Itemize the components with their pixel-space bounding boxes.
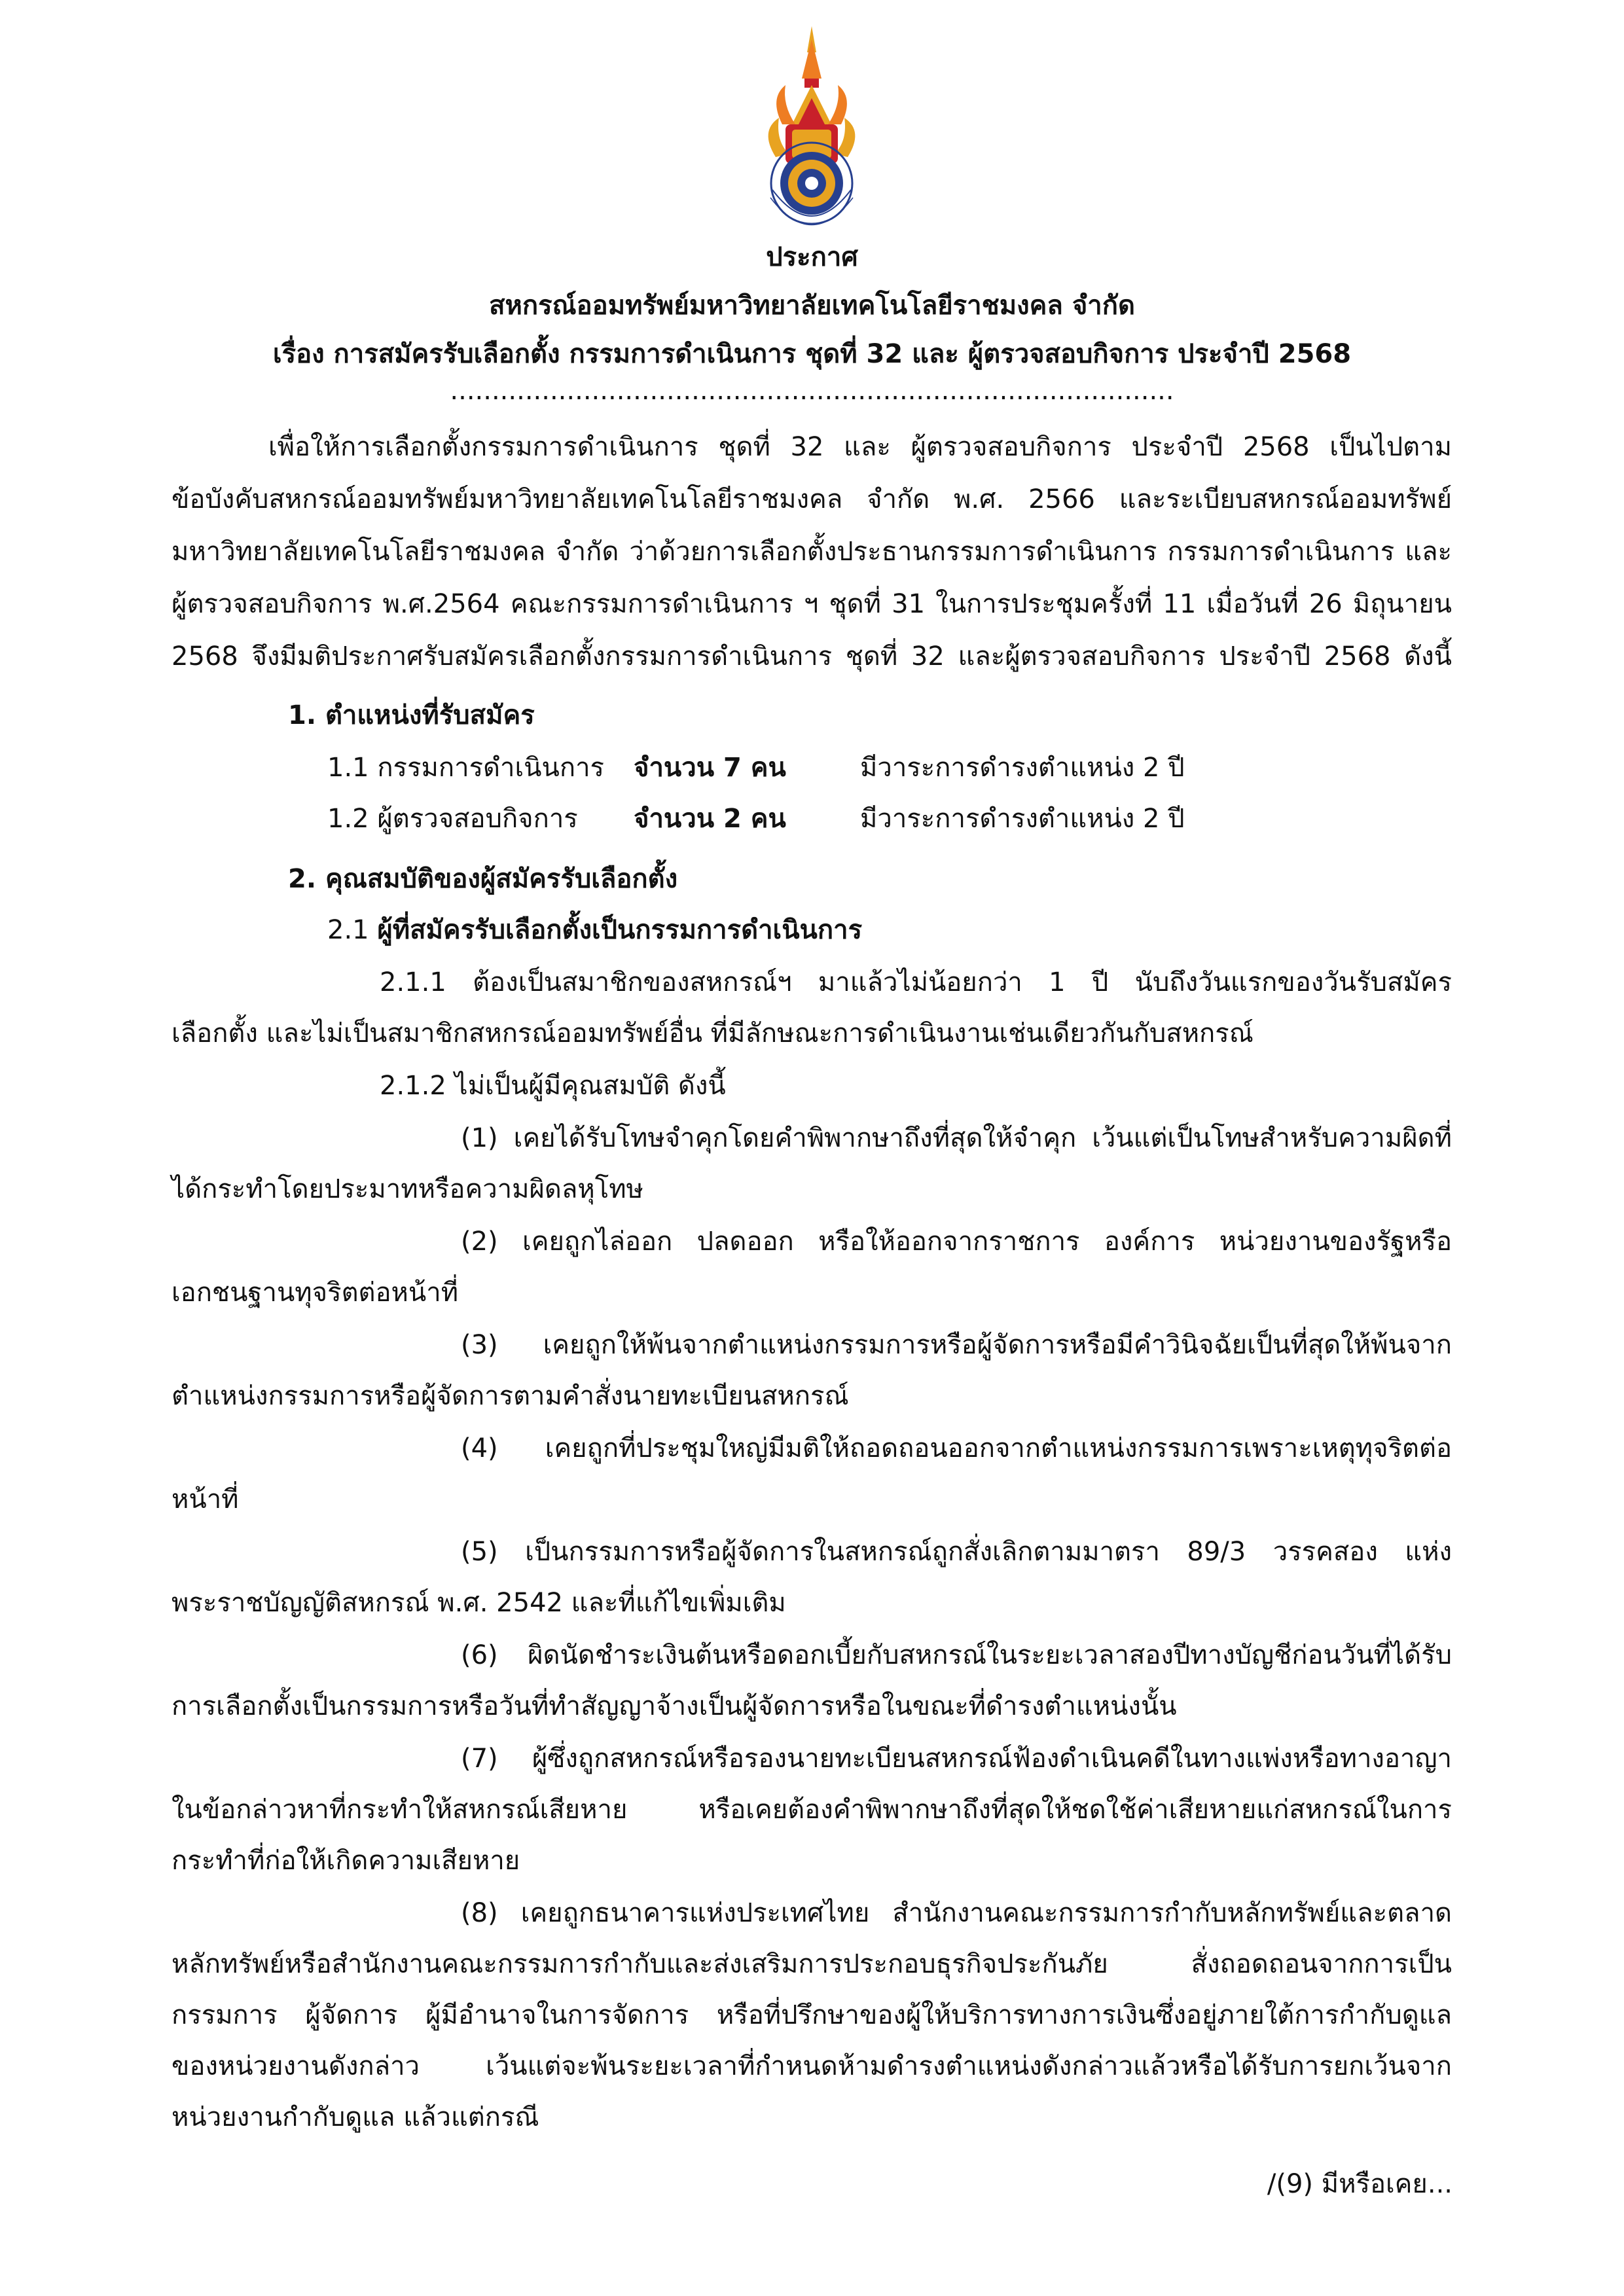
position-2-count: จำนวน 2 คน	[634, 804, 786, 834]
clause-line: (5) เป็นกรรมการหรือผู้จัดการในสหกรณ์ถูกสั่งเลิกตามมาตรา 89/3 วรรคสอง แห่ง	[461, 1537, 1452, 1567]
position-2-term: มีวาระการดำรงตำแหน่ง 2 ปี	[860, 804, 1185, 834]
announcement-subject: เรื่อง การสมัครรับเลือกตั้ง กรรมการดำเนินการ ชุดที่ 32 และ ผู้ตรวจสอบกิจการ ประจำปี 2568	[272, 339, 1352, 369]
organization-name: สหกรณ์ออมทรัพย์มหาวิทยาลัยเทคโนโลยีราชมงคล จำกัด	[489, 291, 1135, 321]
header-divider: .......................................................................................	[450, 376, 1174, 406]
sub-heading-2-1	[327, 914, 862, 946]
intro-line: เพื่อให้การเลือกตั้งกรรมการดำเนินการ ชุดที่ 32 และ ผู้ตรวจสอบกิจการ ประจำปี 2568 เป็นไปตาม	[268, 432, 1452, 462]
position-1-count: จำนวน 7 คน	[634, 753, 786, 783]
sub-heading-text: ผู้ที่สมัครรับเลือกตั้งเป็นกรรมการดำเนินการ	[377, 915, 863, 945]
section-2-heading: 2. คุณสมบัติของผู้สมัครรับเลือกตั้ง	[288, 864, 678, 894]
intro-line: มหาวิทยาลัยเทคโนโลยีราชมงคล จำกัด ว่าด้วยการเลือกตั้งประธานกรรมการดำเนินการ กรรมการดำเนินการ และ	[171, 537, 1452, 567]
position-2-name: 1.2 ผู้ตรวจสอบกิจการ	[327, 804, 578, 834]
announcement-title: ประกาศ	[766, 242, 858, 272]
clause-line: กระทำที่ก่อให้เกิดความเสียหาย	[171, 1846, 520, 1876]
continuation-marker: /(9) มีหรือเคย...	[1267, 2169, 1453, 2199]
intro-line: 2568 จึงมีมติประกาศรับสมัครเลือกตั้งกรรมการดำเนินการ ชุดที่ 32 และผู้ตรวจสอบกิจการ ประจำปี 2568 ดังนี้	[171, 641, 1452, 672]
clause-line: (1) เคยได้รับโทษจำคุกโดยคำพิพากษาถึงที่สุดให้จำคุก เว้นแต่เป็นโทษสำหรับความผิดที่	[461, 1123, 1452, 1153]
item-2-1-1-line: 2.1.1 ต้องเป็นสมาชิกของสหกรณ์ฯ มาแล้วไม่น้อยกว่า 1 ปี นับถึงวันแรกของวันรับสมัคร	[380, 967, 1452, 997]
clause-line: เอกชนฐานทุจริตต่อหน้าที่	[171, 1278, 459, 1308]
item-2-1-2: 2.1.2 ไม่เป็นผู้มีคุณสมบัติ ดังนี้	[380, 1071, 726, 1101]
clause-line: กรรมการ ผู้จัดการ ผู้มีอำนาจในการจัดการ หรือที่ปรึกษาของผู้ให้บริการทางการเงินซึ่งอยู่ภายใต้การกำกับดูแล	[171, 2000, 1452, 2030]
university-seal-icon	[756, 26, 867, 236]
sub-heading-number: 2.1	[327, 915, 369, 945]
position-1-term: มีวาระการดำรงตำแหน่ง 2 ปี	[860, 753, 1185, 783]
clause-line: การเลือกตั้งเป็นกรรมการหรือวันที่ทำสัญญาจ้างเป็นผู้จัดการหรือในขณะที่ดำรงตำแหน่งนั้น	[171, 1691, 1177, 1721]
clause-line: (8) เคยถูกธนาคารแห่งประเทศไทย สำนักงานคณะกรรมการกำกับหลักทรัพย์และตลาด	[461, 1898, 1452, 1928]
clause-line: หลักทรัพย์หรือสำนักงานคณะกรรมการกำกับและส่งเสริมการประกอบธุรกิจประกันภัย สั่งถอดถอนจากการเป็น	[171, 1949, 1452, 1979]
clause-line: พระราชบัญญัติสหกรณ์ พ.ศ. 2542 และที่แก้ไขเพิ่มเติม	[171, 1588, 786, 1618]
clause-line: (2) เคยถูกไล่ออก ปลดออก หรือให้ออกจากราชการ องค์การ หน่วยงานของรัฐหรือ	[461, 1227, 1452, 1257]
position-1-name: 1.1 กรรมการดำเนินการ	[327, 753, 605, 783]
clause-line: หน่วยงานกำกับดูแล แล้วแต่กรณี	[171, 2102, 539, 2132]
clause-line: (6) ผิดนัดชำระเงินต้นหรือดอกเบี้ยกับสหกรณ์ในระยะเวลาสองปีทางบัญชีก่อนวันที่ได้รับ	[461, 1640, 1452, 1670]
intro-line: ผู้ตรวจสอบกิจการ พ.ศ.2564 คณะกรรมการดำเนินการ ฯ ชุดที่ 31 ในการประชุมครั้งที่ 11 เมื่อวันที่ 26 มิถุนายน	[171, 589, 1452, 619]
clause-line: ของหน่วยงานดังกล่าว เว้นแต่จะพ้นระยะเวลาที่กำหนดห้ามดำรงตำแหน่งดังกล่าวแล้วหรือได้รับการยกเว้นจาก	[171, 2051, 1452, 2081]
clause-line: (7) ผู้ซึ่งถูกสหกรณ์หรือรองนายทะเบียนสหกรณ์ฟ้องดำเนินคดีในทางแพ่งหรือทางอาญา	[461, 1744, 1452, 1774]
clause-line: ตำแหน่งกรรมการหรือผู้จัดการตามคำสั่งนายทะเบียนสหกรณ์	[171, 1381, 849, 1411]
clause-line: ได้กระทำโดยประมาทหรือความผิดลหุโทษ	[171, 1174, 643, 1204]
clause-line: ในข้อกล่าวหาที่กระทำให้สหกรณ์เสียหาย หรือเคยต้องคำพิพากษาถึงที่สุดให้ชดใช้ค่าเสียหายแก่สหกรณ์ในการ	[171, 1795, 1452, 1825]
intro-line: ข้อบังคับสหกรณ์ออมทรัพย์มหาวิทยาลัยเทคโนโลยีราชมงคล จำกัด พ.ศ. 2566 และระเบียบสหกรณ์ออมทรัพย์	[171, 484, 1452, 514]
clause-line: (4) เคยถูกที่ประชุมใหญ่มีมติให้ถอดถอนออกจากตำแหน่งกรรมการเพราะเหตุทุจริตต่อ	[461, 1433, 1452, 1463]
item-2-1-1-line: เลือกตั้ง และไม่เป็นสมาชิกสหกรณ์ออมทรัพย์อื่น ที่มีลักษณะการดำเนินงานเช่นเดียวกันกับสหกรณ์	[171, 1018, 1254, 1049]
clause-line: (3) เคยถูกให้พ้นจากตำแหน่งกรรมการหรือผู้จัดการหรือมีคำวินิจฉัยเป็นที่สุดให้พ้นจาก	[461, 1330, 1452, 1360]
clause-line: หน้าที่	[171, 1484, 239, 1515]
section-1-heading: 1. ตำแหน่งที่รับสมัคร	[288, 700, 535, 730]
